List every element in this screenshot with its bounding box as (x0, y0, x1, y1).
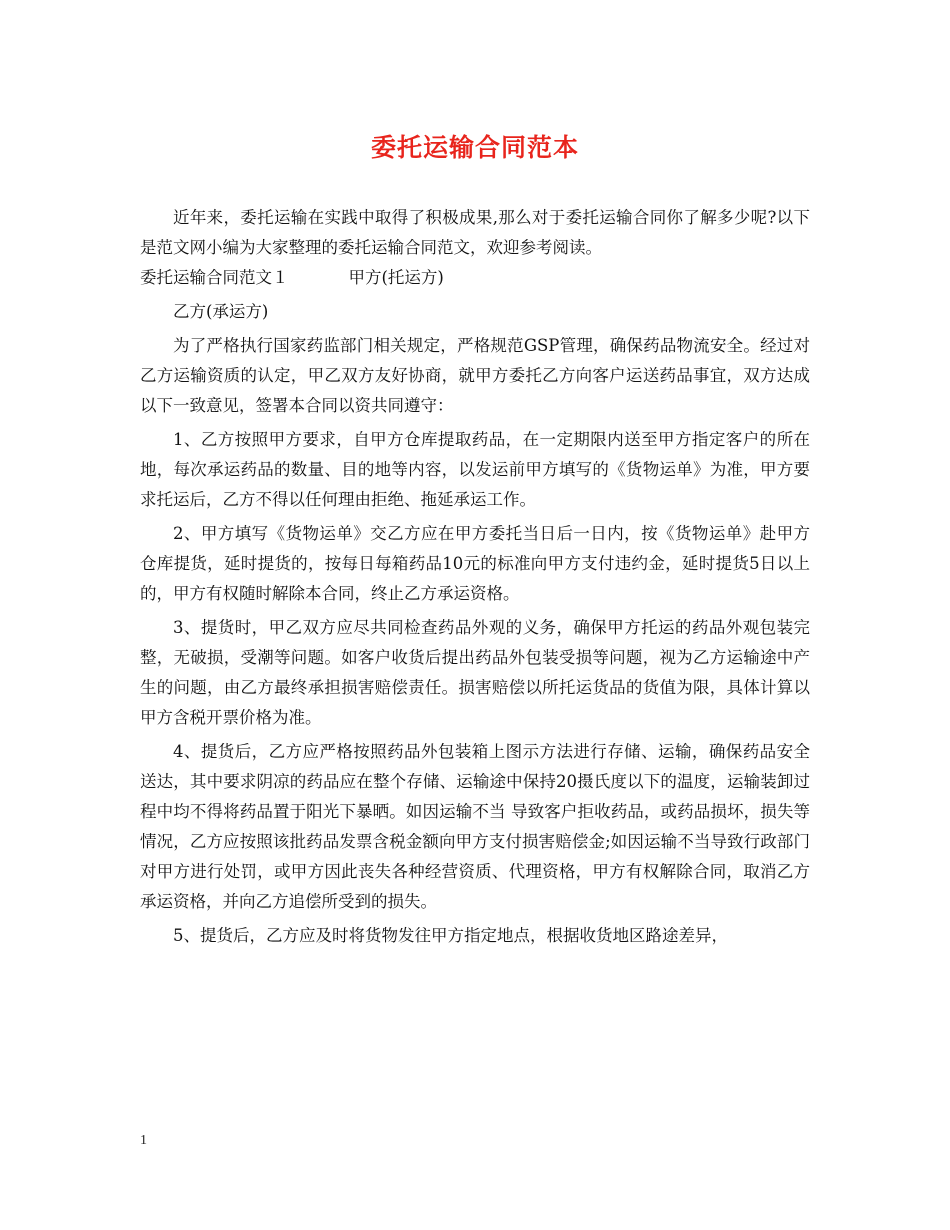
paragraph-sample-heading (140, 263, 810, 293)
document-title: 委托运输合同范本 (370, 133, 579, 162)
paragraph-clause-3: 3、提货时，甲乙双方应尽共同检查药品外观的义务，确保甲方托运的药品外观包装完整，无破损，受潮等问题。如客户收货后提出药品外包装受损等问题，视为乙方运输途中产生的问题，由乙方最终承担损害赔偿责任。损害赔偿以所托运货品的货值为限，具体计算以甲方含税开票价格为准。 (140, 618, 810, 727)
sample-heading: 委托运输合同范文１ (140, 268, 289, 287)
paragraph-preamble: 为了严格执行国家药监部门相关规定，严格规范GSP管理，确保药品物流安全。经过对乙方运输资质的认定，甲乙双方友好协商，就甲方委托乙方向客户运送药品事宜，双方达成以下一致意见，签署本合同以资共同遵守： (140, 336, 810, 415)
party-a-label: 甲方(托运方) (348, 268, 444, 287)
paragraph-clause-2: 2、甲方填写《货物运单》交乙方应在甲方委托当日后一日内，按《货物运单》赴甲方仓库提货，延时提货的，按每日每箱药品10元的标准向甲方支付违约金，延时提货5日以上的，甲方有权随时解除本合同，终止乙方承运资格。 (140, 524, 810, 603)
paragraph-clause-1: 1、乙方按照甲方要求，自甲方仓库提取药品，在一定期限内送至甲方指定客户的所在地，每次承运药品的数量、目的地等内容，以发运前甲方填写的《货物运单》为准，甲方要求托运后，乙方不得以任何理由拒绝、拖延承运工作。 (140, 430, 810, 509)
document-body (140, 203, 810, 951)
paragraph-clause-4: 4、提货后，乙方应严格按照药品外包装箱上图示方法进行存储、运输，确保药品安全送达，其中要求阴凉的药品应在整个存储、运输途中保持20摄氏度以下的温度，运输装卸过程中均不得将药品置于阳光下暴晒。如因运输不当 导致客户拒收药品，或药品损坏，损失等情况，乙方应按照该批药品发票含税金额向甲方支付损害赔偿金;如因运输不当导致行政部门对甲方进行处罚，或甲方因此丧失各种经营资质、代理资格，甲方有权解除合同，取消乙方承运资格，并向乙方追偿所受到的损失。 (140, 742, 810, 911)
paragraph-party-b: 乙方(承运方) (173, 302, 269, 321)
paragraph-intro: 近年来，委托运输在实践中取得了积极成果,那么对于委托运输合同你了解多少呢?以下是范文网小编为大家整理的委托运输合同范文，欢迎参考阅读。 (140, 208, 810, 257)
paragraph-clause-5: 5、提货后，乙方应及时将货物发往甲方指定地点，根据收货地区路途差异， (173, 926, 728, 945)
page-number: 1 (140, 1133, 147, 1148)
